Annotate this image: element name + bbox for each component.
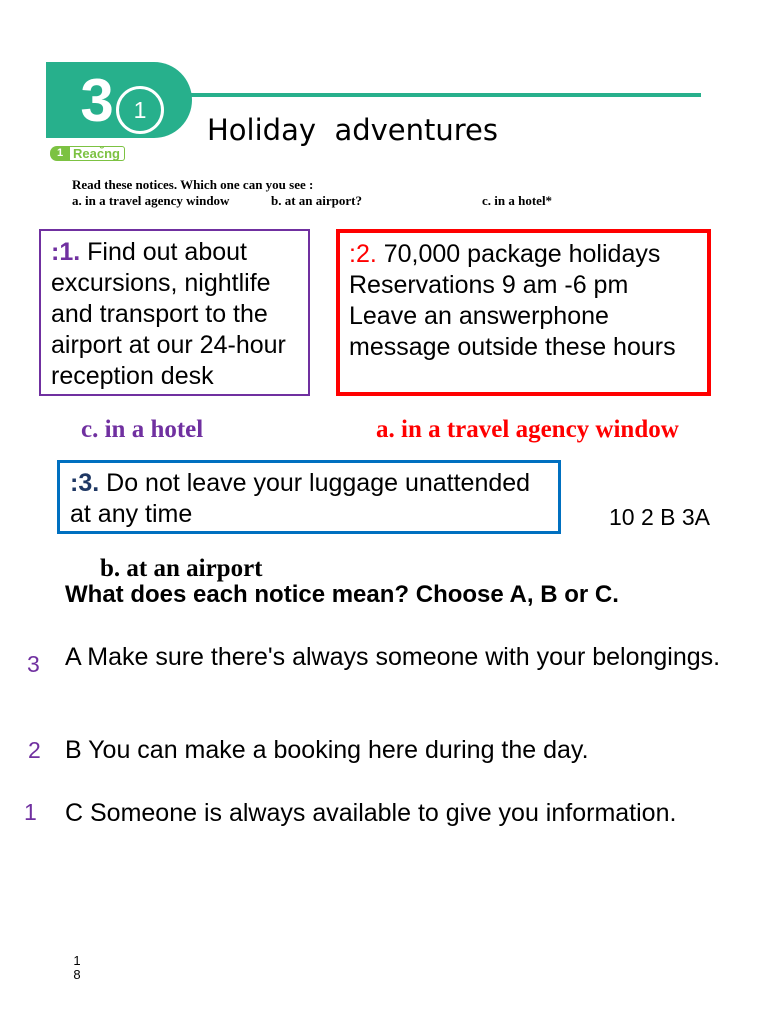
notice-3-text: Do not leave your luggage unattended at any time xyxy=(70,469,531,528)
question-heading: What does each notice mean? Choose A, B or C. xyxy=(65,581,619,608)
notice-1 xyxy=(39,229,310,396)
notice-3 xyxy=(57,460,561,534)
answer-notice-1: c. in a hotel xyxy=(81,416,204,443)
section-label xyxy=(50,146,125,161)
lesson-number-circle: 1 xyxy=(116,86,164,134)
notice-1-text: Find out about excursions, nightlife and transport to the airport at our 24-hour reception desk xyxy=(51,238,286,390)
option-a-mark: 3 xyxy=(27,651,40,677)
instructions-line: Read these notices. Which one can you see : xyxy=(72,177,314,192)
page-number: 18 xyxy=(73,953,81,982)
notice-2 xyxy=(336,229,711,396)
instruction-option-b: b. at an airport? xyxy=(271,193,362,208)
instruction-option-a: a. in a travel agency window xyxy=(72,193,230,208)
option-b-mark: 2 xyxy=(28,737,41,763)
header-rule xyxy=(190,93,701,97)
section-label-text: Reac̆ng xyxy=(70,146,125,161)
option-b: B You can make a booking here during the day. xyxy=(65,736,589,764)
option-c: C Someone is always available to give you information. xyxy=(65,799,677,827)
answer-notice-2: a. in a travel agency window xyxy=(376,416,679,443)
notice-1-number: :1. xyxy=(51,238,81,266)
page-title: Holiday adventures xyxy=(207,113,498,147)
section-number: 1 xyxy=(50,146,70,161)
option-c-mark: 1 xyxy=(24,799,37,825)
instruction-option-c: c. in a hotel* xyxy=(482,193,553,208)
notice-3-number: :3. xyxy=(70,469,100,497)
notice-2-number: :2. xyxy=(349,240,377,268)
option-a: A Make sure there's always someone with your belongings. xyxy=(65,643,721,671)
answer-notice-3: b. at an airport xyxy=(100,555,263,582)
notice-2-text: 70,000 package holidays Reservations 9 am -6 pm Leave an answerphone message outside these hours xyxy=(349,240,676,361)
answer-key: 10 2 B 3A xyxy=(609,504,711,530)
unit-number: 3 xyxy=(80,67,114,134)
